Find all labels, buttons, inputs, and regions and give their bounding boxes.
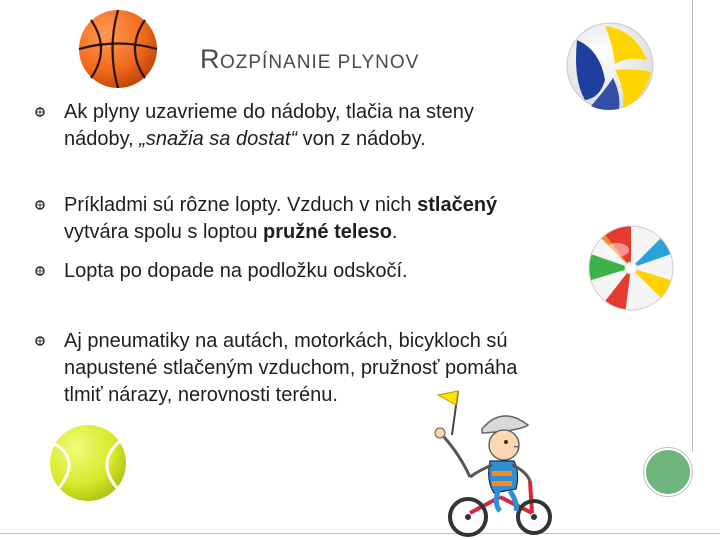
text-run-bold: stlačený <box>417 194 498 216</box>
bullet-text <box>64 258 408 285</box>
bullet-line: tlmiť nárazy, nerovnosti terénu. <box>64 384 338 406</box>
bullet-line <box>64 126 474 153</box>
text-run: nádoby, <box>64 128 140 150</box>
bullet-line <box>64 192 497 219</box>
bullet-line: Ak plyny uzavrieme do nádoby, tlačia na steny <box>64 101 474 123</box>
text-run: Príkladmi sú rôzne lopty. Vzduch v nich <box>64 194 418 216</box>
bullet-line: Lopta po dopade na podložku odskočí. <box>64 260 408 282</box>
bullet-marker-icon <box>35 336 45 346</box>
bullet-text <box>64 328 517 409</box>
bullet-line: Aj pneumatiky na autách, motorkách, bicykloch sú <box>64 330 508 352</box>
text-run: . <box>391 221 398 243</box>
bullet-marker-icon <box>35 200 45 210</box>
bullet-text <box>64 192 497 246</box>
bullet-marker-icon <box>35 107 45 117</box>
text-run-italic: „snažia sa dostat“ <box>139 128 298 150</box>
bullet-marker-icon <box>35 266 45 276</box>
text-run: vytvára spolu s loptou <box>64 221 263 243</box>
text-run-bold: pružné teleso <box>263 221 392 243</box>
bullet-line: napustené stlačeným vzduchom, pružnosť pomáha <box>64 357 518 379</box>
title-rest: OZPÍNANIE PLYNOV <box>220 52 420 73</box>
text-run: von z nádoby. <box>297 128 426 150</box>
title-first-letter: R <box>200 44 220 74</box>
bullet-line <box>64 219 497 246</box>
bullet-text <box>64 99 474 153</box>
